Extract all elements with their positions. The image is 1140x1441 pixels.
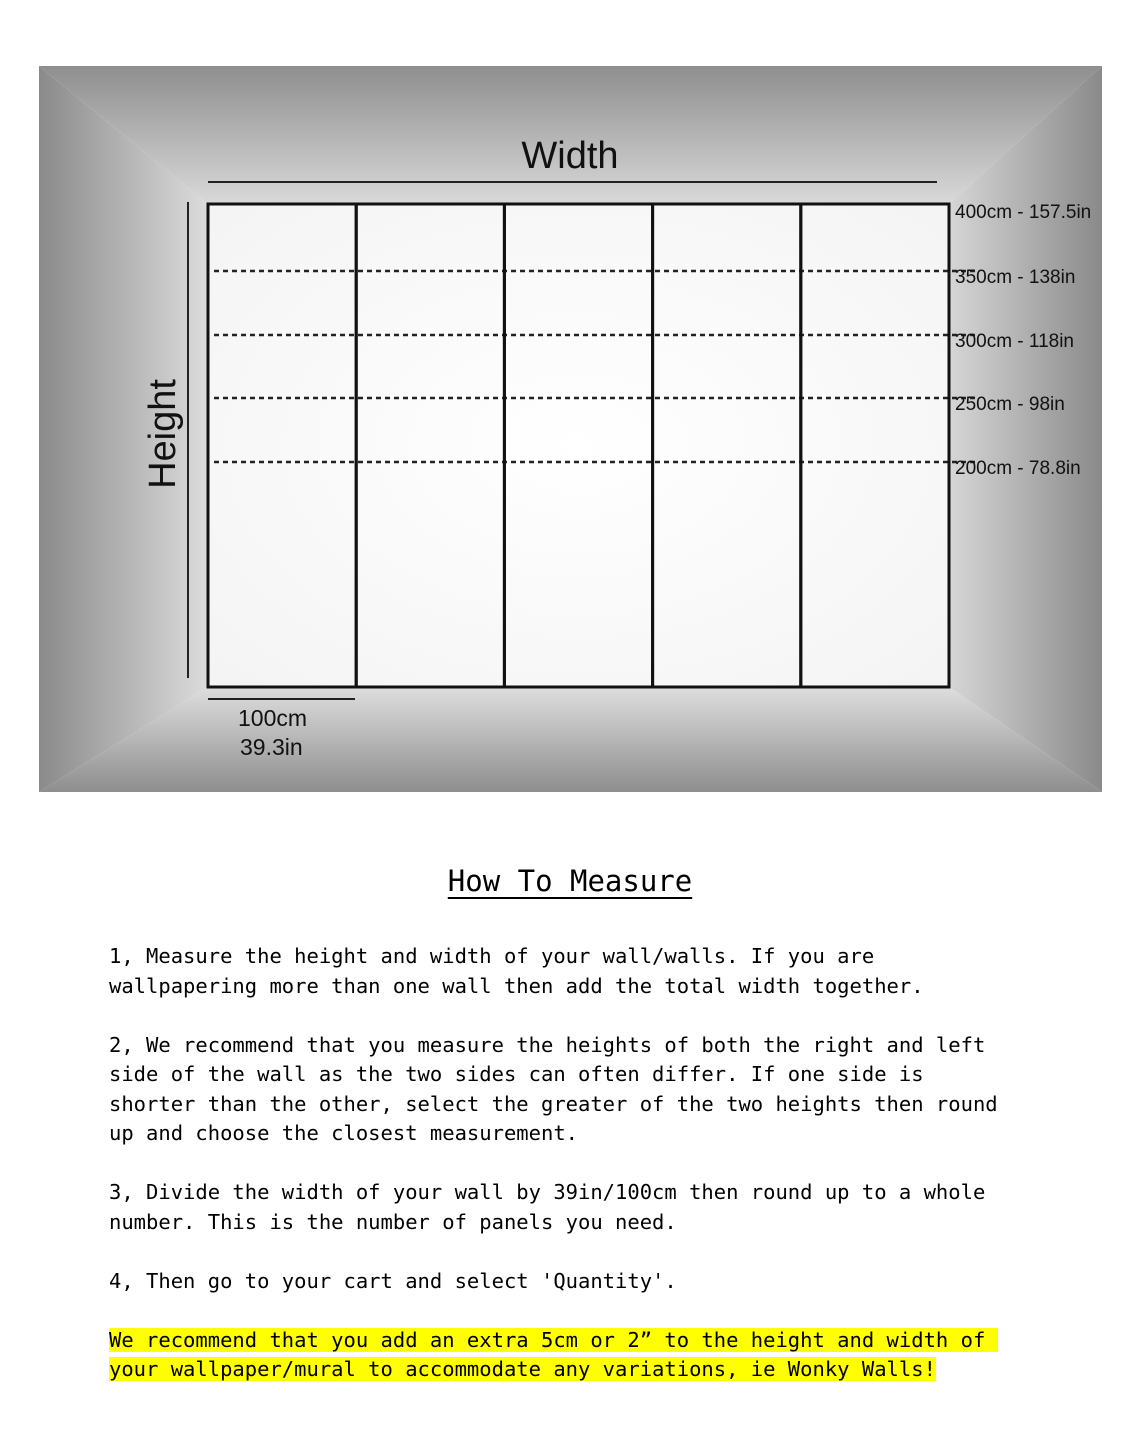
back-wall [208, 204, 949, 687]
instructions [109, 942, 1069, 1414]
highlighted-note: We recommend that you add an extra 5cm or 2” to the height and width of your wallpaper/mural to accommodate any variations, ie Wonky Walls! [109, 1326, 1069, 1385]
width-label: Width [521, 135, 619, 177]
height-mark-label: 400cm - 157.5in [955, 202, 1092, 223]
floor [39, 687, 1102, 792]
page-title: How To Measure [447, 864, 693, 898]
panel-width-cm: 100cm [238, 705, 308, 731]
height-mark-label: 350cm - 138in [955, 267, 1076, 288]
height-label: Height [142, 379, 184, 489]
measurement-diagram [39, 66, 1102, 792]
step-1: 1, Measure the height and width of your wall/walls. If you are wallpapering more than one wall then add the total width together. [109, 944, 924, 998]
step-2: 2, We recommend that you measure the heights of both the right and left side of the wall as the two sides can often differ. If one side is shorter than the other, select the greater of the two heights then round up and choose the closest measurement. [109, 1032, 998, 1145]
step-3: 3, Divide the width of your wall by 39in/100cm then round up to a whole number. This is the number of panels you need. [109, 1180, 986, 1234]
height-mark-label: 300cm - 118in [955, 331, 1074, 352]
panel-width-in: 39.3in [240, 734, 303, 760]
step-4: 4, Then go to your cart and select 'Quantity'. [109, 1268, 677, 1293]
height-mark-label: 200cm - 78.8in [955, 458, 1081, 479]
height-mark-label: 250cm - 98in [955, 394, 1065, 415]
